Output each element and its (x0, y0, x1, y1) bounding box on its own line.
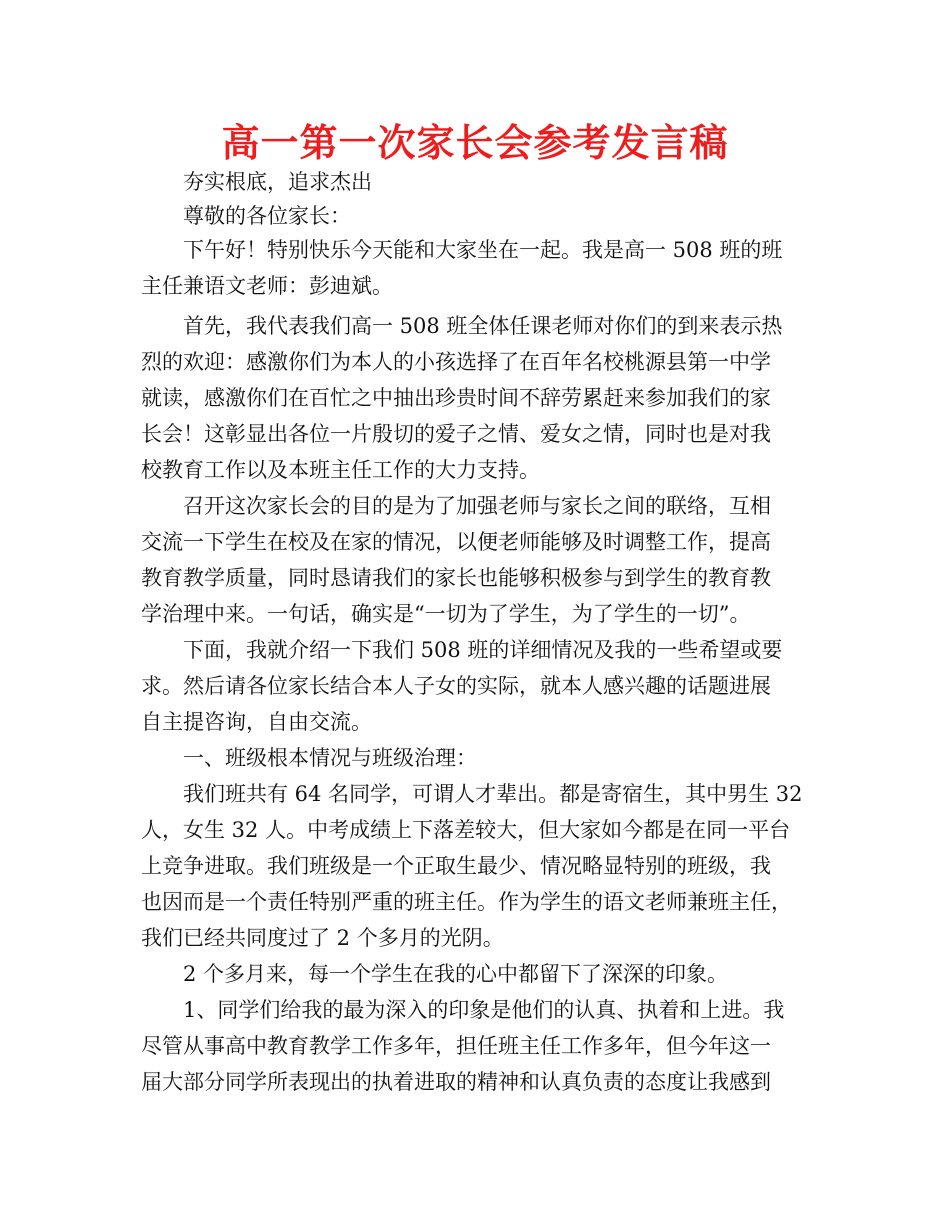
paragraph-line: 求。然后请各位家长结合本人子女的实际，就本人感兴趣的话题进展 (141, 674, 771, 698)
paragraph-line: 自主提咨询，自由交流。 (141, 710, 372, 734)
paragraph-line: 人，女生 32 人。中考成绩上下落差较大，但大家如今都是在同一平台 (141, 818, 791, 842)
paragraph-line: 1、同学们给我的最为深入的印象是他们的认真、执着和上进。我 (183, 998, 785, 1022)
paragraph-line: 我们已经共同度过了 2 个多月的光阴。 (141, 926, 504, 950)
document-title: 高一第一次家长会参考发言稿 (221, 120, 729, 165)
paragraph-line: 教育教学质量，同时恳请我们的家长也能够积极参与到学生的教育教 (141, 566, 771, 590)
paragraph-line: 上竞争进取。我们班级是一个正取生最少、情况略显特别的班级，我 (141, 854, 771, 878)
paragraph-line: 烈的欢迎：感激你们为本人的小孩选择了在百年名校桃源县第一中学 (141, 350, 771, 374)
paragraph-line: 下面，我就介绍一下我们 508 班的详细情况及我的一些希望或要 (183, 638, 783, 662)
paragraph-line: 夯实根底，追求杰出 (183, 170, 372, 194)
paragraph-line: 学治理中来。一句话，确实是“一切为了学生，为了学生的一切”。 (141, 602, 751, 626)
paragraph-line: 主任兼语文老师：彭迪斌。 (141, 274, 393, 298)
section-heading: 一、班级根本情况与班级治理： (183, 746, 477, 770)
paragraph-line: 交流一下学生在校及在家的情况，以便老师能够及时调整工作，提高 (141, 530, 771, 554)
paragraph-line: 尽管从事高中教育教学工作多年，担任班主任工作多年，但今年这一 (141, 1034, 771, 1058)
paragraph-line: 首先，我代表我们高一 508 班全体任课老师对你们的到来表示热 (183, 314, 783, 338)
paragraph-line: 召开这次家长会的目的是为了加强老师与家长之间的联络，互相 (183, 494, 771, 518)
paragraph-line: 尊敬的各位家长： (183, 204, 351, 228)
paragraph-line: 届大部分同学所表现出的执着进取的精神和认真负责的态度让我感到 (141, 1070, 771, 1094)
paragraph-line: 就读，感激你们在百忙之中抽出珍贵时间不辞劳累赶来参加我们的家 (141, 386, 771, 410)
paragraph-line: 2 个多月来，每一个学生在我的心中都留下了深深的印象。 (183, 962, 729, 986)
paragraph-line: 长会！这彰显出各位一片殷切的爱子之情、爱女之情，同时也是对我 (141, 422, 771, 446)
paragraph-line: 校教育工作以及本班主任工作的大力支持。 (141, 458, 540, 482)
paragraph-line: 我们班共有 64 名同学，可谓人才辈出。都是寄宿生，其中男生 32 (183, 782, 803, 806)
paragraph-line: 下午好！特别快乐今天能和大家坐在一起。我是高一 508 班的班 (183, 238, 783, 262)
paragraph-line: 也因而是一个责任特别严重的班主任。作为学生的语文老师兼班主任， (141, 890, 792, 914)
